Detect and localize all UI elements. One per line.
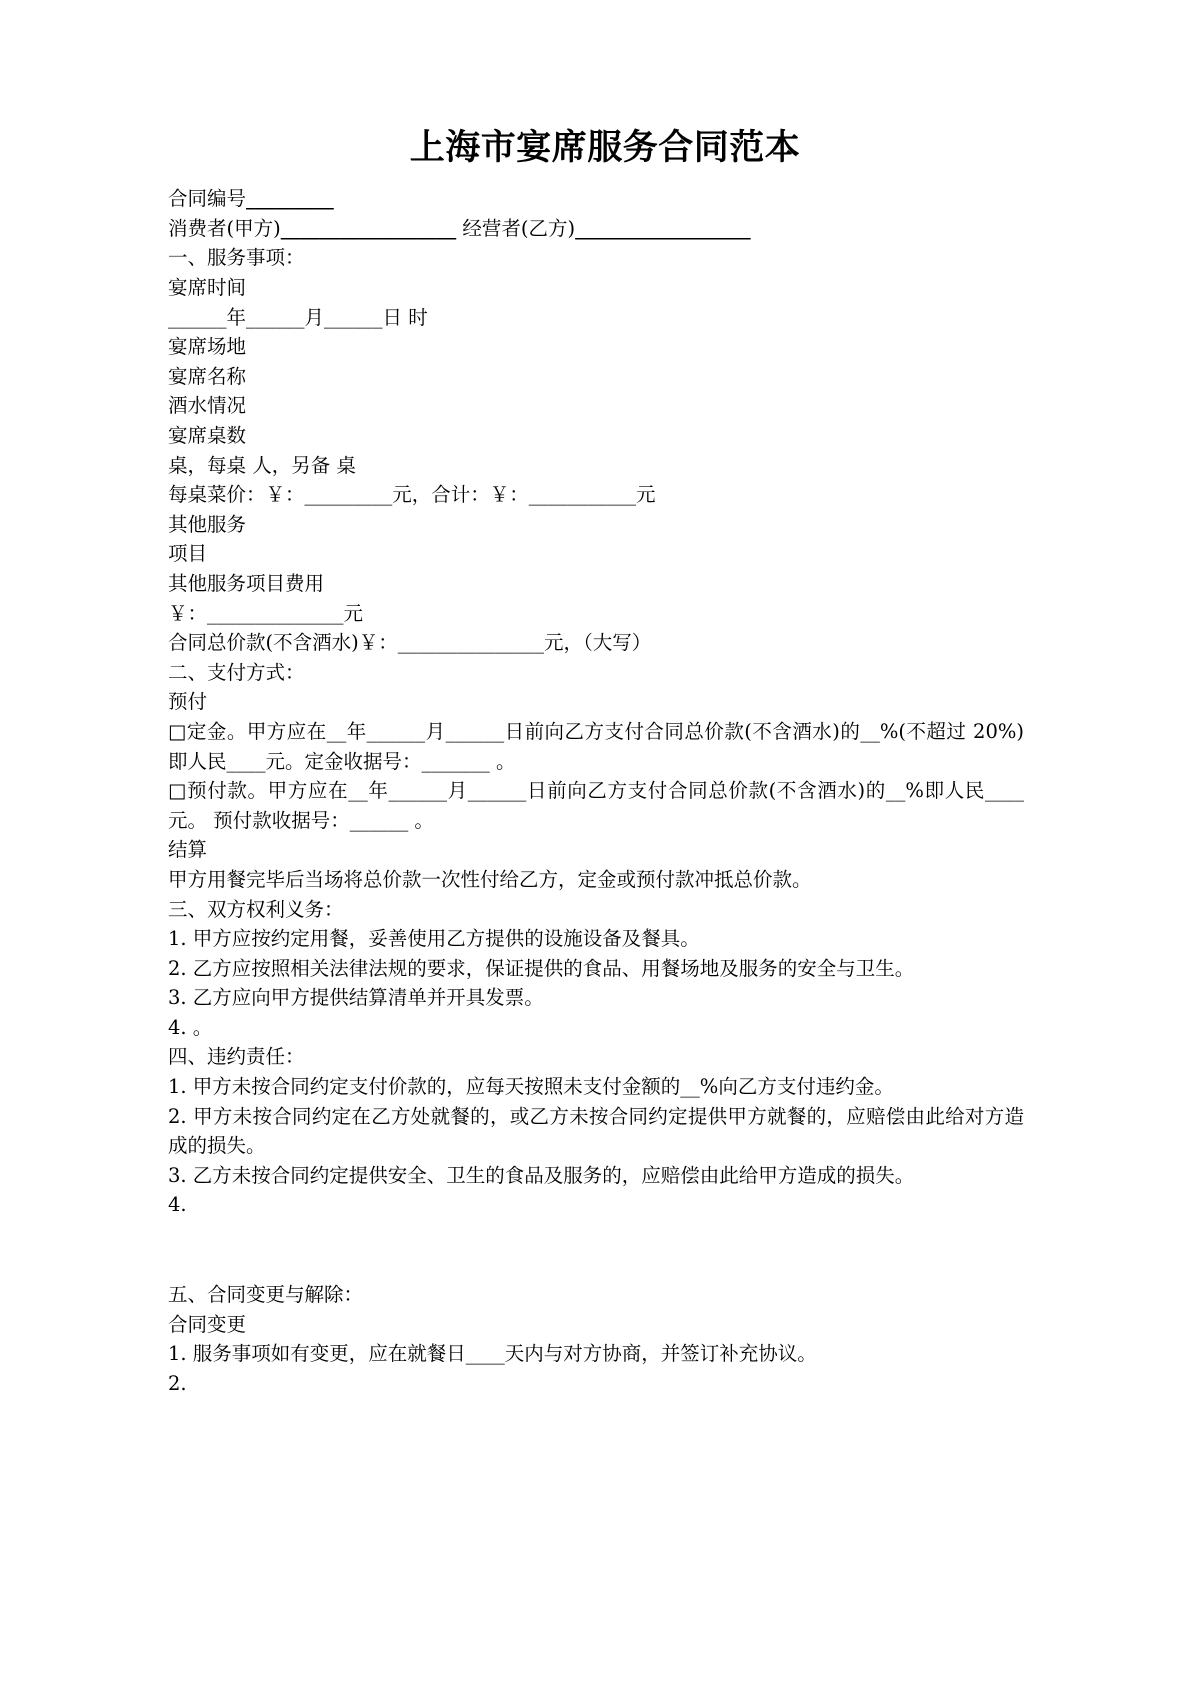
deposit-option-line[interactable]: □定金。甲方应在__年______月______日前向乙方支付合同总价款(不含酒水)的__%(不超过 20%)即人民____元。定金收据号：_______ 。 (168, 719, 1024, 773)
section-heading-2: 二、支付方式： (168, 660, 305, 684)
document-body (168, 128, 1024, 1398)
list-item: 2. 乙方应按照相关法律法规的要求，保证提供的食品、用餐场地及服务的安全与卫生。 (168, 956, 915, 980)
contract-change-label: 合同变更 (168, 1312, 247, 1336)
list-item[interactable]: 2. (168, 1371, 187, 1395)
section-heading-3: 三、双方权利义务： (168, 897, 344, 921)
contract-number-label: 合同编号 (168, 187, 247, 211)
banquet-date-blanks[interactable]: ______年______月______日 时 (168, 305, 428, 329)
contract-number-line (168, 184, 1024, 214)
section-heading-4: 四、违约责任： (168, 1045, 305, 1069)
section-heading-1: 一、服务事项： (168, 246, 305, 270)
section-heading-5: 五、合同变更与解除： (168, 1283, 364, 1307)
banquet-time-label: 宴席时间 (168, 276, 247, 300)
blank-spacer (168, 1220, 1024, 1280)
list-item: 2. 甲方未按合同约定在乙方处就餐的，或乙方未按合同约定提供甲方就餐的，应赔偿由此给对方造成的损失。 (168, 1104, 1024, 1158)
per-table-price-line[interactable]: 每桌菜价：￥：_________元，合计：￥：___________元 (168, 483, 656, 507)
parties-line (168, 214, 1024, 244)
other-services-fee-label: 其他服务项目费用 (168, 571, 325, 595)
list-item[interactable]: 4. (168, 1193, 187, 1217)
other-services-label: 其他服务 (168, 512, 247, 536)
consumer-label: 消费者(甲方) (168, 216, 281, 240)
other-services-fee-amount[interactable]: ￥：______________元 (168, 601, 364, 625)
banquet-name-label: 宴席名称 (168, 364, 247, 388)
drinks-label: 酒水情况 (168, 394, 247, 418)
list-item: 3. 乙方未按合同约定提供安全、卫生的食品及服务的，应赔偿由此给甲方造成的损失。 (168, 1163, 915, 1187)
banquet-venue-label: 宴席场地 (168, 335, 247, 359)
list-item: 3. 乙方应向甲方提供结算清单并开具发票。 (168, 986, 544, 1010)
contract-number-blank[interactable]: _________ (246, 187, 334, 211)
operator-label: 经营者(乙方) (462, 216, 576, 240)
list-item[interactable]: 4. 。 (168, 1015, 213, 1039)
list-item: 1. 甲方应按约定用餐，妥善使用乙方提供的设施设备及餐具。 (168, 927, 700, 951)
other-services-item-label: 项目 (168, 542, 208, 566)
contract-total-amount-line[interactable]: 合同总价款(不含酒水)￥：_______________元，（大写） (168, 631, 652, 655)
consumer-blank[interactable]: __________________ (280, 216, 457, 240)
prepayment-label: 预付 (168, 690, 208, 714)
settlement-label: 结算 (168, 838, 208, 862)
table-count-detail: 桌，每桌 人，另备 桌 (168, 453, 356, 477)
page-title: 上海市宴席服务合同范本 (409, 127, 801, 168)
advance-payment-option-line[interactable]: □预付款。甲方应在__年______月______日前向乙方支付合同总价款(不含酒水)的__%即人民____元。 预付款收据号：______ 。 (168, 779, 1024, 832)
table-count-label: 宴席桌数 (168, 424, 247, 447)
list-item: 1. 甲方未按合同约定支付价款的，应每天按照未支付金额的__%向乙方支付违约金。 (168, 1075, 894, 1099)
settlement-text: 甲方用餐完毕后当场将总价款一次性付给乙方，定金或预付款冲抵总价款。 (168, 867, 812, 891)
list-item[interactable]: 1. 服务事项如有变更，应在就餐日____天内与对方协商，并签订补充协议。 (168, 1342, 817, 1366)
operator-blank[interactable]: __________________ (575, 216, 751, 240)
